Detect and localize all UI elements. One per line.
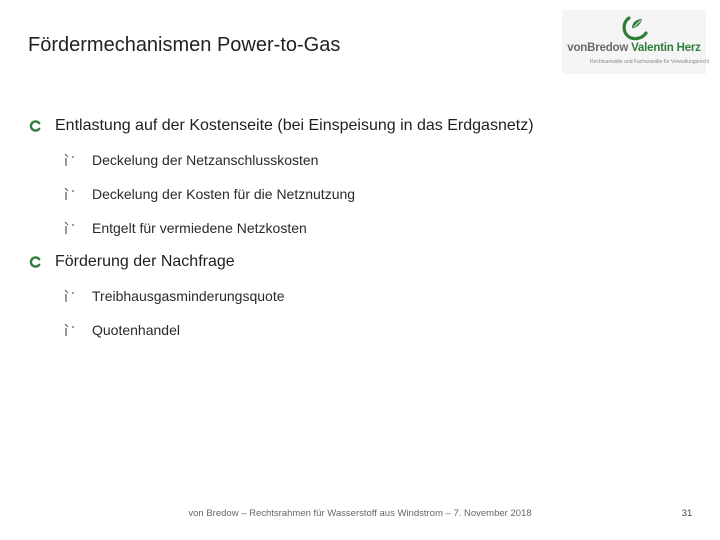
level2-text: Deckelung der Kosten für die Netznutzung (92, 186, 356, 202)
bullet-group-2 (28, 250, 688, 342)
logo-name-part2: Valentin Herz (631, 42, 701, 54)
logo (562, 10, 710, 74)
green-open-circle-bullet-icon (29, 120, 41, 132)
sublist (28, 148, 688, 240)
level2-text: Entgelt für vermiedene Netzkosten (92, 220, 307, 236)
arrow-bullet-icon (62, 322, 76, 338)
level1-item (28, 250, 688, 274)
level2-item (62, 148, 688, 172)
slide-title: Fördermechanismen Power-to-Gas (28, 34, 341, 56)
page-number: 31 (681, 508, 693, 519)
level2-item (62, 216, 688, 240)
bullet-group-1 (28, 114, 688, 240)
logo-name (562, 42, 706, 54)
footer-text: von Bredow – Rechtsrahmen für Wasserstoff aus Windstrom – 7. November 2018 (188, 508, 532, 519)
level1-text: Förderung der Nachfrage (55, 253, 235, 270)
arrow-bullet-icon (62, 152, 76, 168)
level1-item (28, 114, 688, 138)
level2-text: Deckelung der Netzanschlusskosten (92, 152, 319, 168)
level2-text: Treibhausgasminderungsquote (92, 288, 285, 304)
level2-item (62, 182, 688, 206)
arrow-bullet-icon (62, 288, 76, 304)
arrow-bullet-icon (62, 220, 76, 236)
logo-name-part1: vonBredow (567, 42, 632, 54)
level1-text: Entlastung auf der Kostenseite (bei Einspeisung in das Erdgasnetz) (55, 117, 534, 134)
level2-item (62, 284, 688, 308)
sublist (28, 284, 688, 342)
logo-leaf-icon (620, 12, 650, 42)
logo-tagline: Rechtsanwälte und Fachanwälte für Verwaltungsrecht (590, 59, 710, 65)
level2-text: Quotenhandel (92, 322, 180, 338)
bullet-list (28, 114, 688, 352)
level2-item (62, 318, 688, 342)
arrow-bullet-icon (62, 186, 76, 202)
green-open-circle-bullet-icon (29, 256, 41, 268)
